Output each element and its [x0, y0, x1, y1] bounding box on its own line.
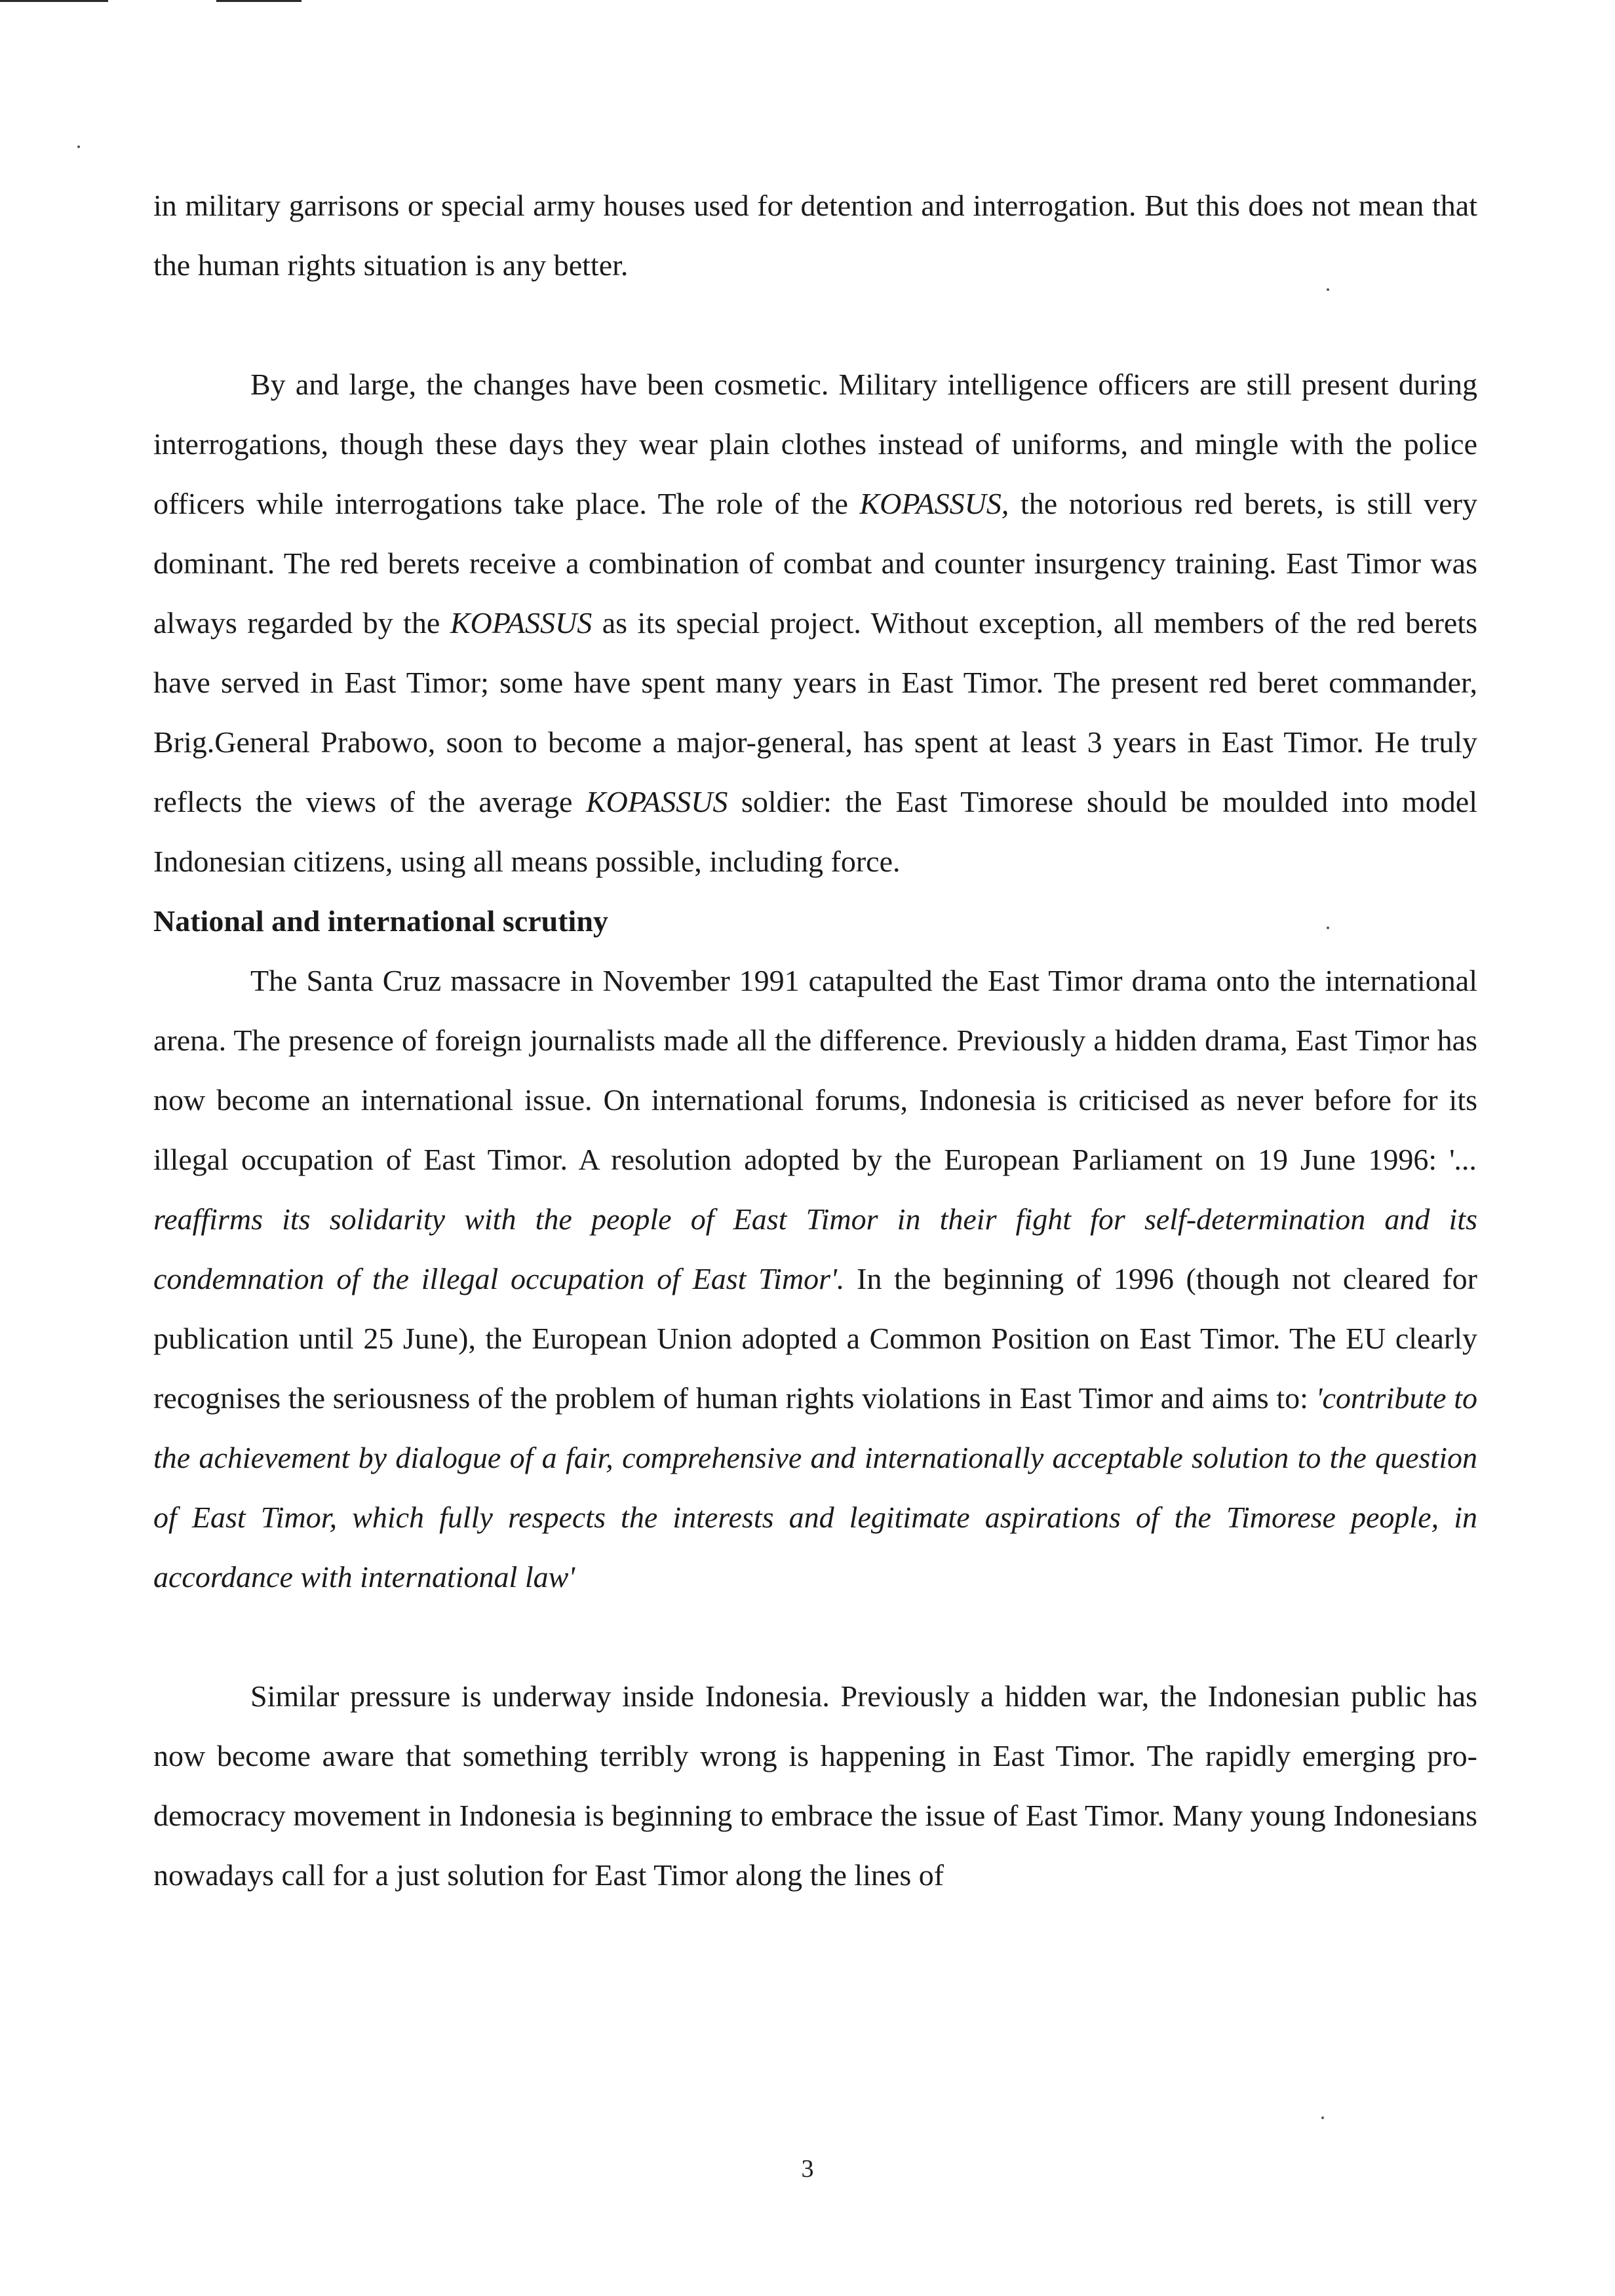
paragraph-3-text-b: In the beginning of 1996 (though not cleared for publication until 25 June), the European Union adopted a Common Position on East Timor. The EU clearly recognises the seriousness of the problem of human rights violations in East Timor and aims to: [153, 1262, 1478, 1415]
paragraph-4: Similar pressure is underway inside Indonesia. Previously a hidden war, the Indonesian public has now become aware that something terribly wrong is happening in East Timor. The rapidly emerging pro-democracy movement in Indonesia is beginning to embrace the issue of East Timor. Many young Indonesians nowadays call for a just solution for East Timor along the lines of [153, 1679, 1477, 1892]
document-body [153, 176, 1477, 1905]
paragraph-2 [153, 354, 1477, 891]
paragraph-3-text-a: The Santa Cruz massacre in November 1991 catapulted the East Timor drama onto the international arena. The presence of foreign journalists made all the difference. Previously a hidden drama, East Timor has now become an international issue. On international forums, Indonesia is criticised as never before for its illegal occupation of East Timor. A resolution adopted by the European Parliament on 19 June 1996: ' [153, 964, 1477, 1176]
scan-speck [1321, 2116, 1324, 2119]
paragraph-2-text-b: the notorious red berets, is still very dominant. The red berets receive a combination of combat and counter insurgency training. East Timor was always regarded by the [153, 487, 1477, 640]
paragraph-2-text-c: as its special project. Without exception, all members of the red berets have served in East Timor; some have spent many years in East Timor. The present red beret commander, Brig.General Prabowo, soon to become a major-general, has spent at least 3 years in East Timor. He truly reflects the views of the average [153, 606, 1477, 818]
section-heading: National and international scrutiny [153, 904, 608, 938]
kopassus-term: KOPASSUS [585, 785, 728, 818]
paragraph-1: in military garrisons or special army houses used for detention and interrogation. But this does not mean that the human rights situation is any better. [153, 189, 1477, 282]
eu-parliament-quote: ... reaffirms its solidarity with the people of East Timor in their fight for self-determination and its condemnation of the illegal occupation of East Timor'. [153, 1143, 1477, 1295]
kopassus-term: KOPASSUS [450, 606, 593, 640]
scan-artifact-line [0, 0, 108, 2]
scan-speck [77, 145, 80, 148]
scan-artifact-line [216, 0, 302, 2]
kopassus-term: KOPASSUS, [859, 487, 1009, 520]
paragraph-2-text-d: soldier: the East Timorese should be moulded into model Indonesian citizens, using all means possible, including force. [153, 785, 1477, 878]
paragraph-2-text-a: By and large, the changes have been cosmetic. Military intelligence officers are still present during interrogations, though these days they wear plain clothes instead of uniforms, and mingle with the police officers while interrogations take place. The role of the [153, 368, 1477, 520]
paragraph-3 [153, 951, 1477, 1607]
eu-common-position-quote: 'contribute to the achievement by dialogue of a fair, comprehensive and internationally acceptable solution to the question of East Timor, which fully respects the interests and legitimate aspirations of the Timorese people, in accordance with international law' [153, 1381, 1477, 1594]
page-number: 3 [801, 2155, 814, 2183]
